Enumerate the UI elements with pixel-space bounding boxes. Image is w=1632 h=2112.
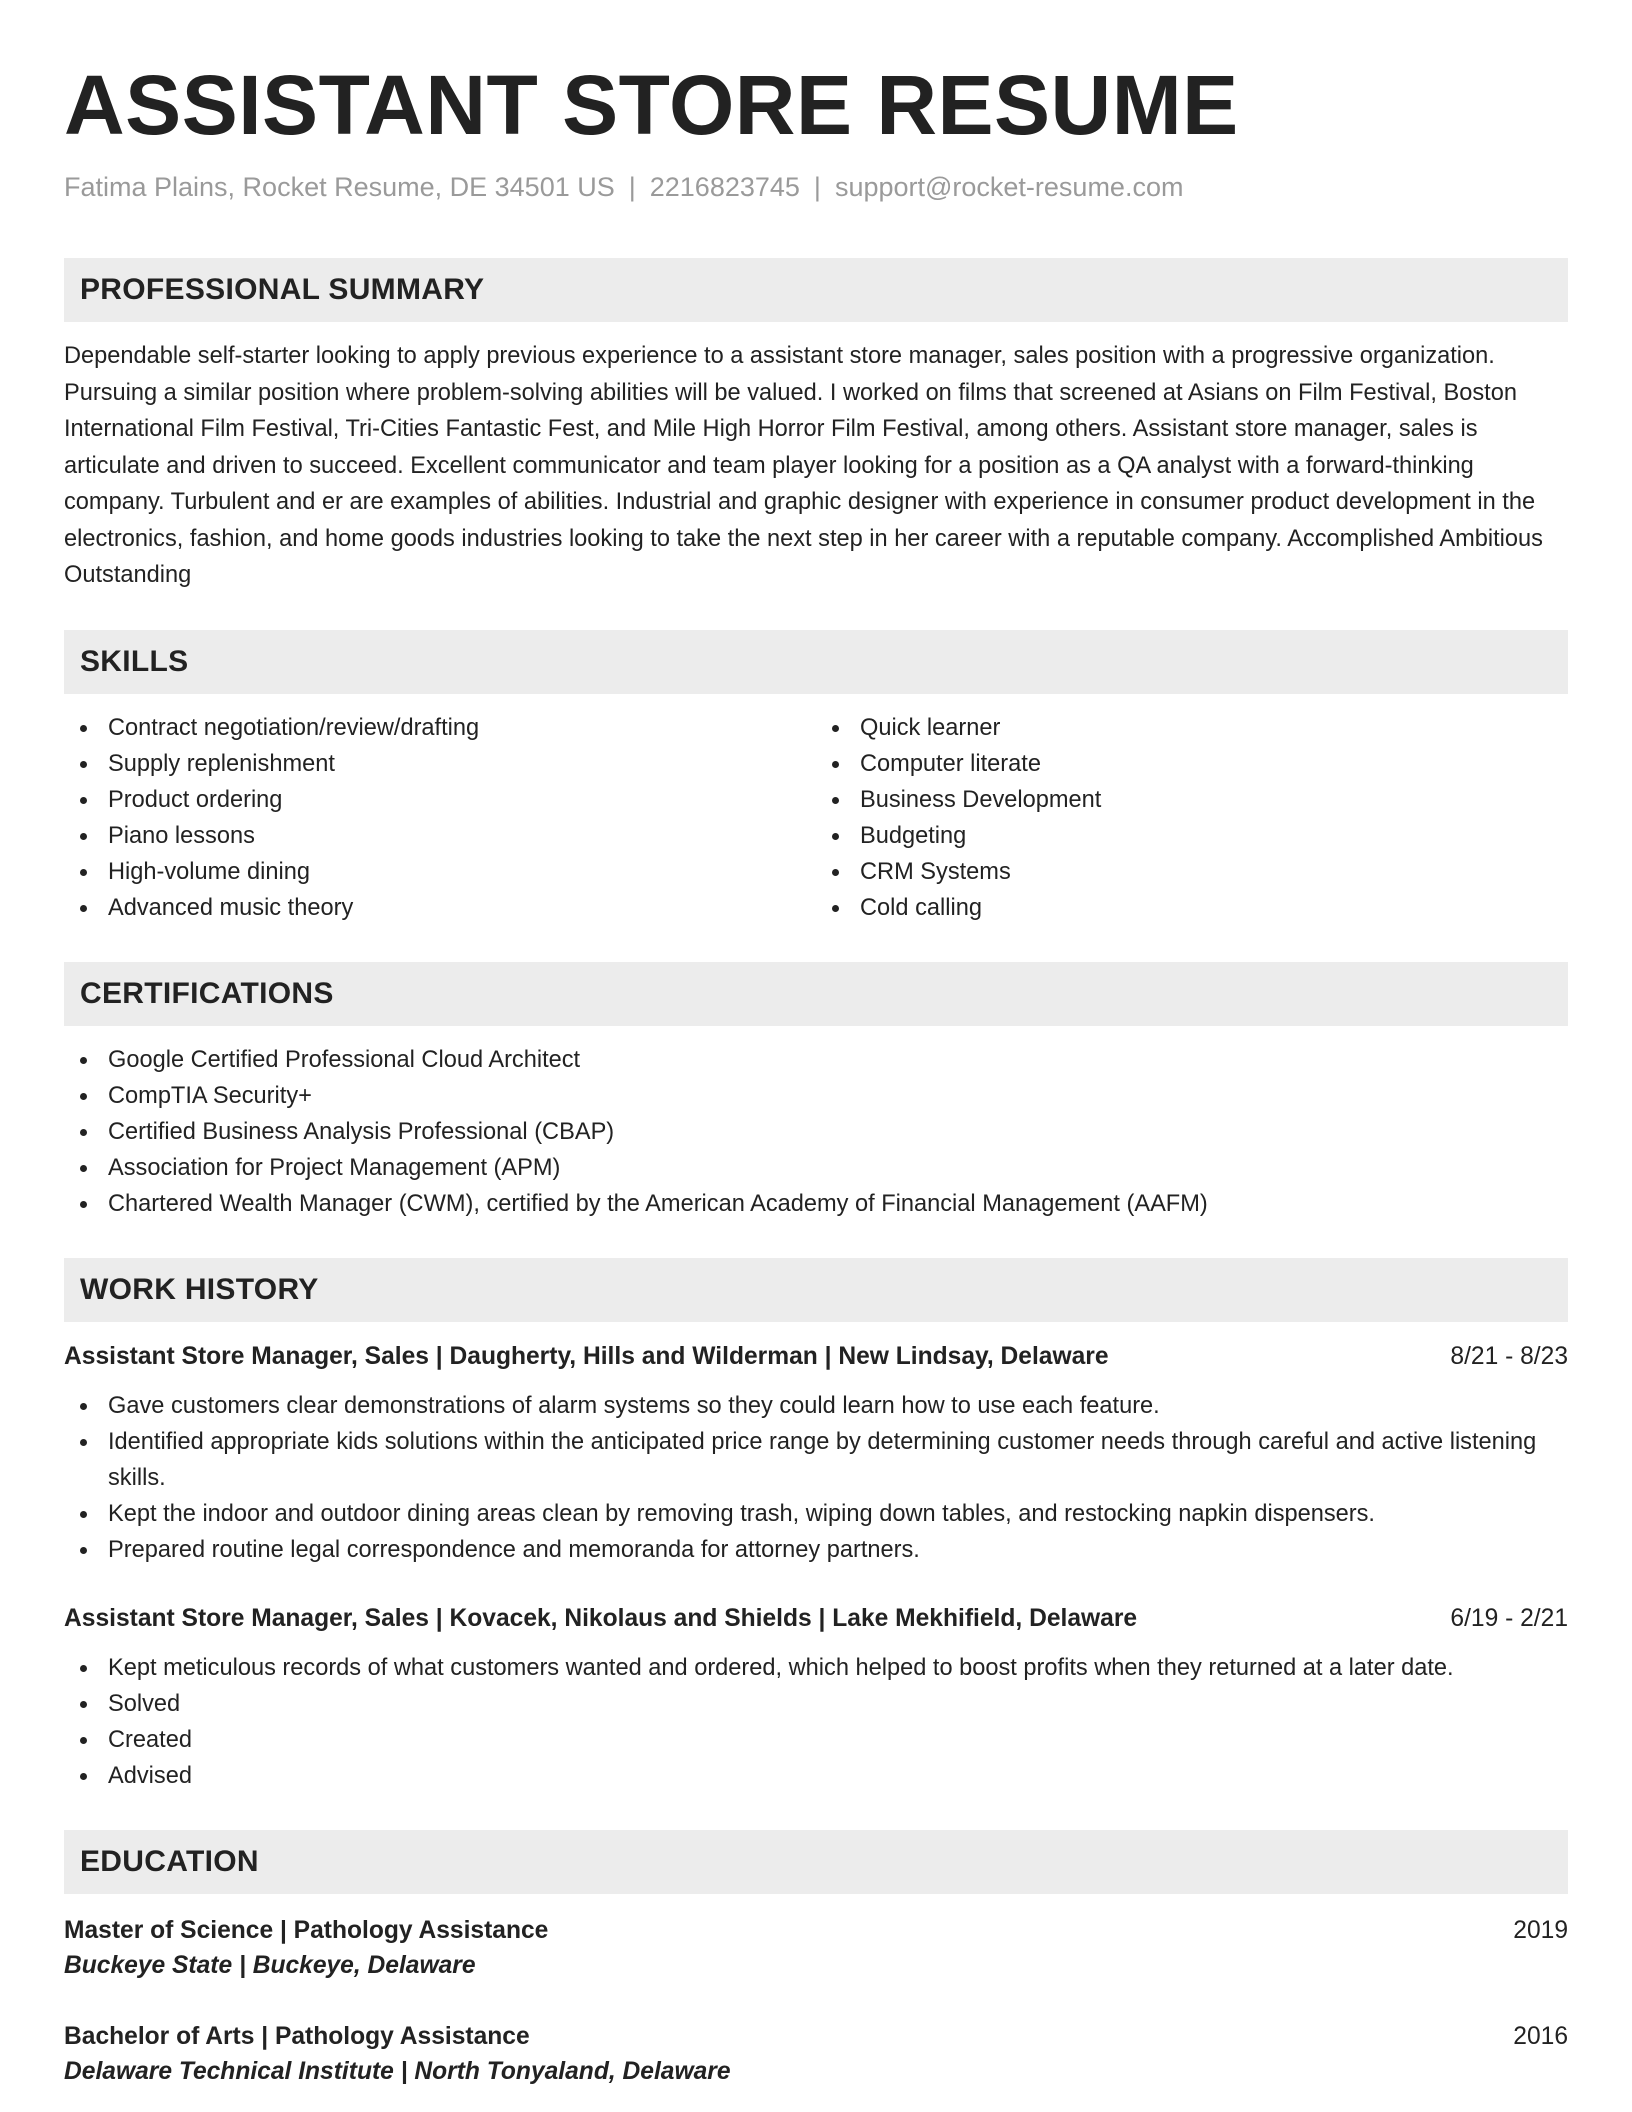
skill-item: Quick learner xyxy=(816,710,1568,746)
job-bullets xyxy=(64,1650,1568,1794)
education-header xyxy=(64,1914,1568,1948)
job-dates: 8/21 - 8/23 xyxy=(1450,1342,1568,1370)
skill-item: Product ordering xyxy=(64,782,816,818)
job-bullet: Identified appropriate kids solutions within the anticipated price range by determining customer needs through careful and active listening skills. xyxy=(64,1424,1568,1496)
contact-separator: | xyxy=(813,172,821,202)
education-entry xyxy=(64,1914,1568,1984)
skill-item: Business Development xyxy=(816,782,1568,818)
education-entry xyxy=(64,2020,1568,2090)
contact-line xyxy=(64,170,1568,204)
skill-item: CRM Systems xyxy=(816,854,1568,890)
job-bullet: Prepared routine legal correspondence and memoranda for attorney partners. xyxy=(64,1532,1568,1568)
education-school: Buckeye State | Buckeye, Delaware xyxy=(64,1951,476,1979)
job-dates: 6/19 - 2/21 xyxy=(1450,1604,1568,1632)
certification-item: CompTIA Security+ xyxy=(64,1078,1568,1114)
skills-list-right xyxy=(816,710,1568,926)
job-bullet: Kept meticulous records of what customers wanted and ordered, which helped to boost profits when they returned at a later date. xyxy=(64,1650,1568,1686)
job-bullet: Solved xyxy=(64,1686,1568,1722)
certifications-list xyxy=(64,1042,1568,1222)
job-bullet: Advised xyxy=(64,1758,1568,1794)
certifications-heading: CERTIFICATIONS xyxy=(64,962,1568,1026)
job-entry xyxy=(64,1340,1568,1568)
skill-item: Contract negotiation/review/drafting xyxy=(64,710,816,746)
certification-item: Google Certified Professional Cloud Architect xyxy=(64,1042,1568,1078)
job-bullet: Kept the indoor and outdoor dining areas clean by removing trash, wiping down tables, and restocking napkin dispensers. xyxy=(64,1496,1568,1532)
certification-item: Chartered Wealth Manager (CWM), certified by the American Academy of Financial Management (AAFM) xyxy=(64,1186,1568,1222)
certification-item: Association for Project Management (APM) xyxy=(64,1150,1568,1186)
skill-item: Supply replenishment xyxy=(64,746,816,782)
education-school: Delaware Technical Institute | North Tonyaland, Delaware xyxy=(64,2057,731,2085)
skill-item: High-volume dining xyxy=(64,854,816,890)
summary-heading: PROFESSIONAL SUMMARY xyxy=(64,258,1568,322)
work-history-heading: WORK HISTORY xyxy=(64,1258,1568,1322)
job-bullet: Gave customers clear demonstrations of alarm systems so they could learn how to use each feature. xyxy=(64,1388,1568,1424)
job-title: Assistant Store Manager, Sales | Kovacek, Nikolaus and Shields | Lake Mekhifield, Delaware xyxy=(64,1604,1138,1632)
education-degree: Bachelor of Arts | Pathology Assistance xyxy=(64,2022,530,2050)
skill-item: Budgeting xyxy=(816,818,1568,854)
resume-title: ASSISTANT STORE RESUME xyxy=(64,58,1239,152)
education-header xyxy=(64,2020,1568,2054)
skills-list-left xyxy=(64,710,816,926)
job-header xyxy=(64,1602,1568,1636)
job-bullets xyxy=(64,1388,1568,1568)
job-header xyxy=(64,1340,1568,1374)
skills-columns xyxy=(64,694,1568,926)
contact-phone: 2216823745 xyxy=(649,172,800,202)
contact-email: support@rocket-resume.com xyxy=(834,172,1184,202)
education-degree: Master of Science | Pathology Assistance xyxy=(64,1916,549,1944)
skill-item: Advanced music theory xyxy=(64,890,816,926)
skill-item: Piano lessons xyxy=(64,818,816,854)
education-year: 2019 xyxy=(1513,1916,1568,1944)
contact-address: Fatima Plains, Rocket Resume, DE 34501 US xyxy=(64,172,615,202)
certification-item: Certified Business Analysis Professional (CBAP) xyxy=(64,1114,1568,1150)
job-title: Assistant Store Manager, Sales | Daugherty, Hills and Wilderman | New Lindsay, Delaware xyxy=(64,1342,1109,1370)
skill-item: Cold calling xyxy=(816,890,1568,926)
job-bullet: Created xyxy=(64,1722,1568,1758)
education-heading: EDUCATION xyxy=(64,1830,1568,1894)
skill-item: Computer literate xyxy=(816,746,1568,782)
skills-heading: SKILLS xyxy=(64,630,1568,694)
contact-separator: | xyxy=(628,172,636,202)
education-year: 2016 xyxy=(1513,2022,1568,2050)
job-entry xyxy=(64,1602,1568,1794)
summary-text: Dependable self-starter looking to apply previous experience to a assistant store manager, sales position with a progressive organization. Pursuing a similar position where problem-solving abilities will be valued. I worked on films that screened at Asians on Film Festival, Boston International Film Festival, Tri-Cities Fantastic Fest, and Mile High Horror Film Festival, among others. Assistant store manager, sales is articulate and driven to succeed. Excellent communicator and team player looking for a position as a QA analyst with a forward-thinking company. Turbulent and er are examples of abilities. Industrial and graphic designer with experience in consumer product development in the electronics, fashion, and home goods industries looking to take the next step in her career with a reputable company. Accomplished Ambitious Outstanding xyxy=(64,343,1543,588)
